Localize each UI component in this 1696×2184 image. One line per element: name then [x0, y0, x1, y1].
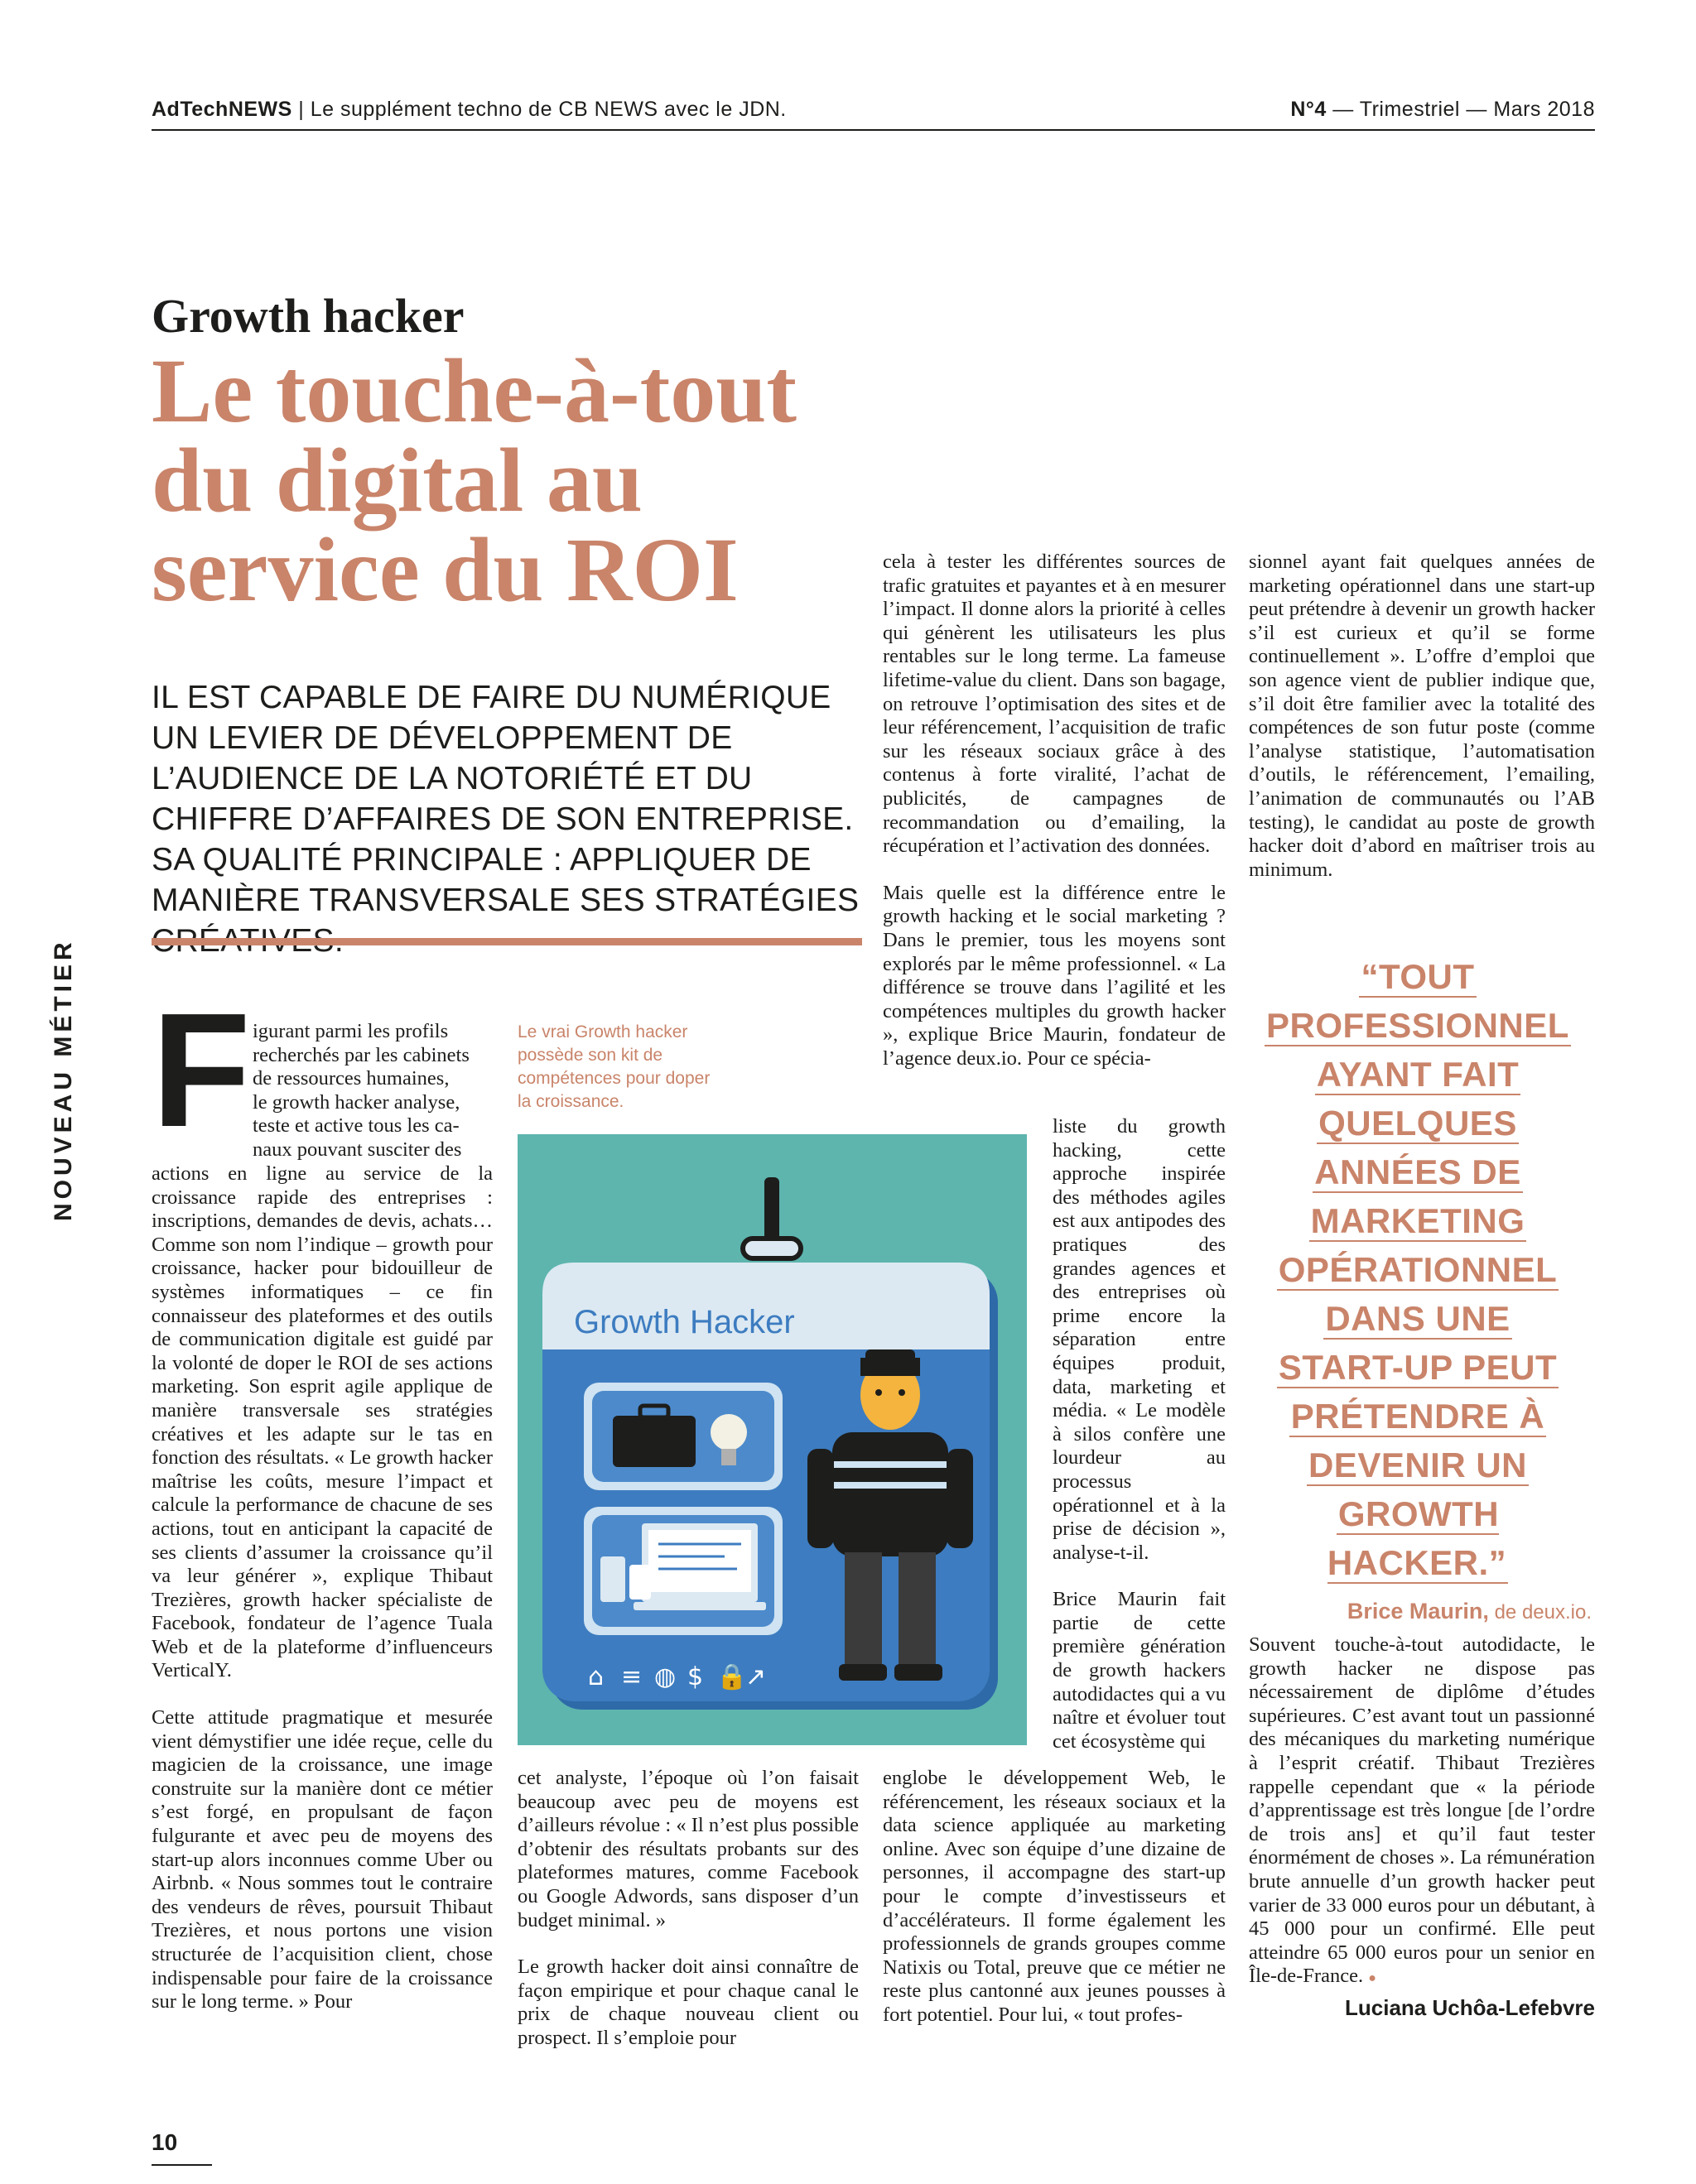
pull-quote-line: QUELQUES	[1318, 1104, 1517, 1143]
pull-quote-line: DEVENIR UN	[1308, 1446, 1528, 1484]
pull-quote-line: START-UP PEUT	[1278, 1348, 1558, 1387]
column-2-body	[518, 1767, 859, 2074]
pull-quote	[1244, 952, 1592, 1624]
badge-illustration	[518, 1134, 1027, 1745]
body-paragraph	[1249, 1633, 1595, 1991]
body-paragraph: actions en ligne au service de la croissance rapide des entreprises : inscriptions, demandes de devis, achats… Comme son nom l’indique – growth pour croissance, hacker pour bidouilleur de systèmes informatiques – ce fin connaisseur des plateformes et des outils de communication digitale est guidé par la volonté de doper le ROI de ses actions marketing. Son esprit agile applique de manière transversale ses stratégies créatives et les adapte sur le tas en fonction des résultats. « Le growth hacker maîtrise les coûts, mesure l’impact et calcule la performance de chacune de ses actions, tout en anticipant la capacité de ses clients d’assumer la croissance qu’il va leur générer », explique Thibaut Trezières, growth hacker spécialiste de Facebook, fondateur de l’agence Tuala Web et de la plateforme d’influenceurs VerticalY.	[152, 1162, 493, 1682]
body-line: naux pouvant susciter des	[253, 1138, 462, 1161]
body-paragraph: Mais quelle est la différence entre le growth hacking et le social marketing ? Dans le premier, tous les moyens sont explorés par le même professionnel. « La différence se trouve dans l’agilité et les compétences multiples du growth hacker », explique Brice Maurin, fondateur de l’agence deux.io. Pour ce spécia-	[883, 881, 1226, 1070]
body-line: igurant parmi les profils	[253, 1020, 449, 1042]
page-number: 10	[152, 2129, 178, 2155]
svg-text:🔒: 🔒	[716, 1662, 748, 1691]
pull-quote-line: DANS UNE	[1325, 1299, 1510, 1338]
pull-quote-line: PROFESSIONNEL	[1266, 1006, 1569, 1045]
body-paragraph: liste du growth hacking, cette approche inspirée des méthodes agiles est aux antipodes des pratiques des grandes agences et des entreprises où prime encore la séparation entre équipes produit, data, marketing et média. « Le modèle à silos confère une lourdeur au processus opérationnel et à la prise de décision », analyse-t-il.	[1053, 1115, 1226, 1564]
publication-header	[152, 98, 787, 122]
svg-text:$: $	[687, 1662, 704, 1691]
folio-rule	[152, 2164, 212, 2166]
growth-hacker-illustration	[518, 1134, 1027, 1745]
column-4-bottom	[1249, 1633, 1595, 1991]
body-paragraph: englobe le développement Web, le référencement, les réseaux sociaux et la data science appliquée au marketing online. Avec son équipe d’une dizaine de personnes, il accompagne des start-up pour le compte d’investisseurs et d’accélérateurs. Il forme également les professionnels de grands groupes comme Natixis ou Total, preuve que ce métier ne reste plus cantonné aux jeunes pousses à fort potentiel. Pour lui, « tout profes-	[883, 1767, 1226, 2026]
pull-quote-line: GROWTH HACKER.”	[1327, 1494, 1507, 1582]
body-line: de ressources humaines,	[253, 1067, 450, 1090]
end-mark: ●	[1368, 1971, 1376, 1986]
pull-quote-line: AYANT FAIT	[1316, 1055, 1520, 1094]
svg-text:≡: ≡	[621, 1662, 643, 1691]
body-paragraph: cela à tester les différentes sources de trafic gratuites et payantes et à en mesurer l’impact. Il donne alors la priorité à celles qui génèrent les utilisateurs les plus rentables sur le long terme. La fameuse lifetime-value du client. Dans son bagage, on retrouve l’optimisation des sites et de leur référencement, l’acquisition de trafic sur les réseaux sociaux grâce à des contenus à forte viralité, l’achat de publicités, de campagnes de recommandation ou d’emailing, la récupération et l’activation des données.	[883, 551, 1226, 858]
drop-cap: F	[152, 979, 251, 1161]
header-tagline: | Le supplément techno de CB NEWS avec le JDN.	[292, 98, 787, 121]
svg-text:◍: ◍	[654, 1662, 677, 1691]
column-3-narrow	[1053, 1115, 1226, 1777]
article-deck: IL EST CAPABLE DE FAIRE DU NUMÉRIQUE UN LEVIER DE DÉVELOPPEMENT DE L’AUDIENCE DE LA NOTORIÉTÉ ET DU CHIFFRE D’AFFAIRES DE SON ENTREPRISE. SA QUALITÉ PRINCIPALE : APPLIQUER DE MANIÈRE TRANSVERSALE SES STRATÉGIES	[152, 680, 860, 918]
issue-number: N°4	[1290, 98, 1327, 121]
illustration-caption: Le vrai Growth hacker possède son kit de compétences pour doper la croissance.	[518, 1022, 711, 1111]
body-paragraph: Cette attitude pragmatique et mesurée vient démystifier une idée reçue, celle du magicien de la croissance, une image construite sur la manière dont ce métier s’est forgé, en propulsant de façon fulgurante et avec peu de moyens des start-up alors inconnues comme Uber ou Airbnb. « Nous sommes tout le contraire des vendeurs de rêves, poursuit Thibaut Trezières, et nous portons une vision structurée de l’acquisition client, chose indispensable pour faire de la croissance sur le long terme. » Pour	[152, 1706, 493, 2013]
author-signature: Luciana Uchôa-Lefebvre	[1345, 1995, 1595, 2020]
body-line: le growth hacker analyse,	[253, 1090, 460, 1114]
pull-quote-line: OPÉRATIONNEL	[1278, 1250, 1558, 1289]
column-4-top	[1249, 551, 1595, 905]
pull-quote-attribution	[1244, 1599, 1592, 1624]
column-3-bottom	[883, 1767, 1226, 2051]
quote-affiliation: de deux.io.	[1488, 1601, 1592, 1624]
issue-info	[1290, 98, 1595, 122]
issue-date: — Trimestriel — Mars 2018	[1326, 98, 1595, 121]
pull-quote-line: PRÉTENDRE À	[1290, 1397, 1545, 1436]
brand-name: AdTechNEWS	[152, 98, 292, 121]
column-1-dropcap-lines	[253, 1020, 493, 1162]
pull-quote-line: “TOUT	[1361, 957, 1475, 996]
svg-text:↗: ↗	[745, 1662, 767, 1691]
body-paragraph: Le growth hacker doit ainsi connaître de façon empirique et pour chaque canal le prix de chaque nouveau client ou prospect. Il s’emploie pour	[518, 1955, 859, 2049]
header-rule	[152, 129, 1595, 131]
deck-rule	[152, 938, 862, 945]
body-paragraph: sionnel ayant fait quelques années de marketing opérationnel dans une start-up peut prétendre à devenir un growth hacker s’il est curieux et qu’il se forme continuellement ». L’offre d’emploi que son agence vient de publier indique que, s’il doit être familier avec la totalité des compétences de son futur poste (comme l’analyse statistique, l’automatisation d’outils, le référencement, l’emailing, l’animation de communautés ou l’AB testing), le candidat au poste de growth hacker doit d’abord en maîtriser trois au minimum.	[1249, 551, 1595, 881]
body-paragraph: cet analyste, l’époque où l’on faisait beaucoup avec peu de moyens est d’ailleurs révolue : « Il n’est plus possible d’obtenir des résultats probants sur des plateformes matures, comme Facebook ou Google Adwords, sans disposer d’un budget minimal. »	[518, 1767, 859, 1931]
body-line: recherchés par les cabinets	[253, 1043, 470, 1066]
pull-quote-line: MARKETING	[1310, 1201, 1525, 1240]
closing-paragraph-text: Souvent touche-à-tout autodidacte, le growth hacker ne dispose pas nécessairement de diplôme d’études supérieures. C’est avant tout un passionné des mécaniques du marketing numérique à l’esprit créatif. Thibaut Trezières rappelle cependant que « la période d’apprentissage est très longue [de l’ordre de trois ans] et qu’il faut tester énormément de choses ». La rémunération brute annuelle d’un growth hacker peut varier de 33 000 euros pour un débutant, à 45 000 pour un confirmé. Elle peut atteindre 65 000 euros pour un senior en Île-de-France.	[1249, 1633, 1595, 1988]
article-kicker: Growth hacker	[152, 289, 465, 343]
quote-author: Brice Maurin,	[1347, 1599, 1489, 1624]
column-1-body	[152, 1162, 493, 2037]
pull-quote-line: ANNÉES DE	[1314, 1152, 1521, 1191]
column-3-top	[883, 551, 1226, 1070]
svg-text:⌂: ⌂	[588, 1662, 605, 1691]
article-headline: Le touche-à-tout du digital au service du ROI	[152, 340, 797, 620]
badge-title: Growth Hacker	[574, 1304, 795, 1340]
section-label: NOUVEAU MÉTIER	[50, 938, 77, 1221]
body-line: teste et active tous les ca-	[253, 1114, 460, 1138]
body-paragraph: Brice Maurin fait partie de cette première génération de growth hackers autodidactes qui a vu naître et évoluer tout cet écosystème qui	[1053, 1588, 1226, 1753]
